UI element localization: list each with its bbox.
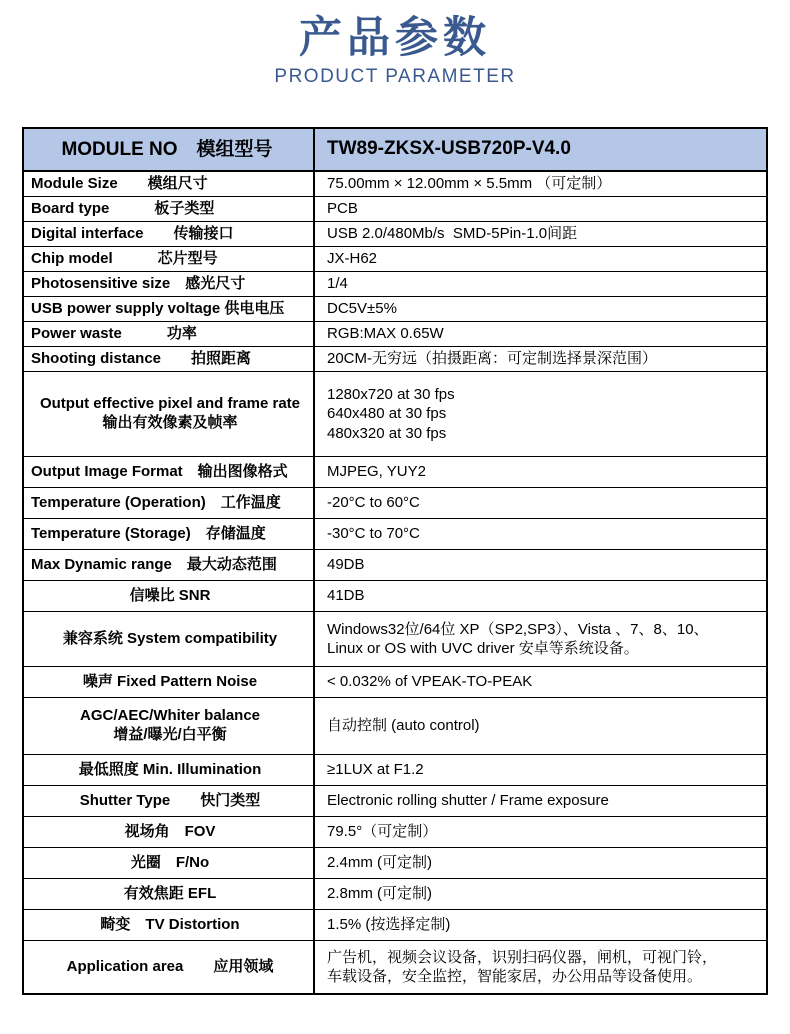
- table-row: [24, 246, 766, 271]
- param-value: USB 2.0/480Mb/s SMD-5Pin-1.0间距: [327, 225, 578, 243]
- param-label: Chip model 芯片型号: [24, 247, 315, 271]
- page-subtitle: PRODUCT PARAMETER: [274, 66, 516, 88]
- param-label-line: Output effective pixel and frame rate: [39, 395, 301, 413]
- param-label: [24, 698, 315, 754]
- table-row: [24, 221, 766, 246]
- table-row: [24, 909, 766, 940]
- param-value: < 0.032% of VPEAK-TO-PEAK: [327, 673, 533, 691]
- table-row: [24, 940, 766, 993]
- table-row: [24, 346, 766, 371]
- param-value: [315, 612, 766, 666]
- param-value: 2.8mm (可定制): [327, 885, 433, 903]
- param-label: Shooting distance 拍照距离: [24, 347, 315, 371]
- table-row: [24, 549, 766, 580]
- param-label: Temperature (Operation) 工作温度: [24, 488, 315, 518]
- table-row: [24, 321, 766, 346]
- table-row: [24, 611, 766, 666]
- param-value: 49DB: [327, 556, 365, 574]
- param-label-line: AGC/AEC/Whiter balance: [79, 707, 261, 725]
- param-label: 信噪比 SNR: [24, 581, 315, 611]
- param-value: ≥1LUX at F1.2: [327, 761, 424, 779]
- page-title: 产品参数: [299, 14, 491, 62]
- spec-table: [22, 127, 768, 995]
- param-value: Electronic rolling shutter / Frame exposure: [327, 792, 609, 810]
- title-block: [0, 14, 790, 88]
- table-row: [24, 754, 766, 785]
- param-value: RGB:MAX 0.65W: [327, 325, 444, 343]
- param-value-line: Windows32位/64位 XP（SP2,SP3）、Vista 、7、8、10、: [327, 620, 709, 638]
- param-value-line: 车载设备，安全监控，智能家居，办公用品等设备使用。: [327, 968, 703, 985]
- param-value: JX-H62: [327, 250, 378, 268]
- header-module-no-label: MODULE NO 模组型号: [24, 129, 315, 170]
- param-label: Photosensitive size 感光尺寸: [24, 272, 315, 296]
- param-value: PCB: [327, 200, 358, 218]
- table-header-row: [24, 129, 766, 172]
- param-value-line: 480x320 at 30 fps: [327, 424, 447, 442]
- param-label: USB power supply voltage 供电电压: [24, 297, 315, 321]
- table-row: [24, 697, 766, 754]
- param-label: Shutter Type 快门类型: [24, 786, 315, 816]
- param-value-line: 1280x720 at 30 fps: [327, 385, 455, 403]
- param-value: 79.5°（可定制）: [327, 823, 438, 841]
- param-label-line: 输出有效像素及帧率: [102, 414, 238, 431]
- param-label: Temperature (Storage) 存储温度: [24, 519, 315, 549]
- table-row: [24, 371, 766, 456]
- param-value: 41DB: [327, 587, 365, 605]
- table-row: [24, 196, 766, 221]
- param-label: 兼容系统 System compatibility: [24, 612, 315, 666]
- header-module-no-value: TW89-ZKSX-USB720P-V4.0: [327, 138, 571, 160]
- table-row: [24, 878, 766, 909]
- table-row: [24, 487, 766, 518]
- table-row: [24, 172, 766, 196]
- table-row: [24, 296, 766, 321]
- param-label: 噪声 Fixed Pattern Noise: [24, 667, 315, 697]
- table-row: [24, 580, 766, 611]
- param-label: Board type 板子类型: [24, 197, 315, 221]
- param-value-line: 640x480 at 30 fps: [327, 405, 447, 423]
- param-value: [315, 941, 766, 993]
- param-value-line: Linux or OS with UVC driver 安卓等系统设备。: [327, 640, 639, 657]
- param-label-line: 增益/曝光/白平衡: [113, 726, 227, 743]
- param-label: Module Size 模组尺寸: [24, 172, 315, 196]
- param-value: DC5V±5%: [327, 300, 397, 318]
- param-value: 1.5% (按选择定制): [327, 916, 451, 934]
- table-row: [24, 518, 766, 549]
- param-value: 自动控制 (auto control): [327, 717, 480, 735]
- param-label: 畸变 TV Distortion: [24, 910, 315, 940]
- param-value: -20°C to 60°C: [327, 494, 420, 512]
- param-label: Application area 应用领域: [24, 941, 315, 993]
- param-value: 20CM-无穷远（拍摄距离：可定制选择景深范围）: [327, 350, 658, 368]
- table-row: [24, 271, 766, 296]
- param-label: Power waste 功率: [24, 322, 315, 346]
- param-label: 有效焦距 EFL: [24, 879, 315, 909]
- param-value: MJPEG, YUY2: [327, 463, 426, 481]
- param-label: [24, 372, 315, 456]
- param-value: 1/4: [327, 275, 348, 293]
- param-label: Max Dynamic range 最大动态范围: [24, 550, 315, 580]
- table-row: [24, 666, 766, 697]
- param-value: 75.00mm × 12.00mm × 5.5mm （可定制）: [327, 175, 612, 193]
- table-row: [24, 785, 766, 816]
- rows-container: [24, 172, 766, 993]
- param-label: Digital interface 传输接口: [24, 222, 315, 246]
- param-label: 最低照度 Min. Illumination: [24, 755, 315, 785]
- param-label: Output Image Format 输出图像格式: [24, 457, 315, 487]
- param-label: 光圈 F/No: [24, 848, 315, 878]
- param-value: 2.4mm (可定制): [327, 854, 433, 872]
- param-value: -30°C to 70°C: [327, 525, 420, 543]
- table-row: [24, 816, 766, 847]
- table-row: [24, 456, 766, 487]
- param-value-line: 广告机，视频会议设备，识别扫码仪器，闸机，可视门铃，: [327, 948, 718, 966]
- table-row: [24, 847, 766, 878]
- param-label: 视场角 FOV: [24, 817, 315, 847]
- param-value: [315, 372, 766, 456]
